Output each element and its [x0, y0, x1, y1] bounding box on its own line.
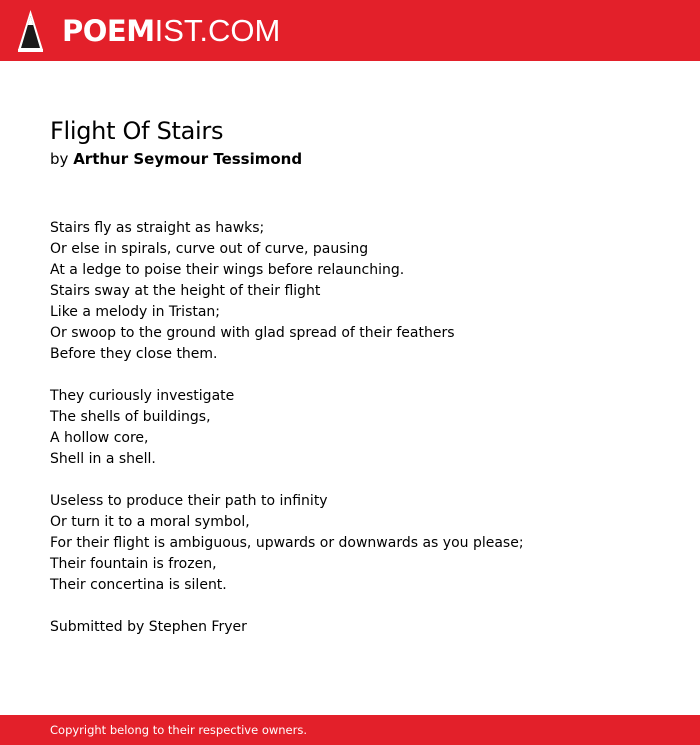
poem-line: Useless to produce their path to infinity: [50, 493, 328, 509]
poem-line: Shell in a shell.: [50, 451, 156, 467]
poem-line: Or swoop to the ground with glad spread of their feathers: [50, 325, 455, 341]
by-label: by: [50, 150, 69, 168]
logo-text-light: IST.COM: [154, 13, 281, 48]
logo-text-bold: POEM: [62, 14, 155, 48]
site-footer: [0, 715, 700, 745]
poem-byline: [50, 147, 670, 171]
poem-line: A hollow core,: [50, 430, 149, 446]
poem-line: For their flight is ambiguous, upwards or downwards as you please;: [50, 535, 524, 551]
stanza-1: [50, 218, 670, 365]
poem-line: Their fountain is frozen,: [50, 556, 217, 572]
stanza-2: [50, 386, 670, 470]
poem-line: Before they close them.: [50, 346, 218, 362]
poem-line: Or turn it to a moral symbol,: [50, 514, 250, 530]
poem-line: The shells of buildings,: [50, 409, 211, 425]
copyright-notice: Copyright belong to their respective owners.: [50, 723, 308, 737]
poem-line: Their concertina is silent.: [50, 577, 227, 593]
poem-line: They curiously investigate: [50, 388, 235, 404]
pen-nib-icon[interactable]: [18, 10, 43, 52]
stanza-3: [50, 491, 670, 596]
submitted-by: Submitted by Stephen Fryer: [50, 619, 247, 635]
author-name[interactable]: Arthur Seymour Tessimond: [73, 150, 303, 168]
poem-title: Flight Of Stairs: [50, 117, 224, 145]
poem-line: Stairs fly as straight as hawks;: [50, 220, 265, 236]
poem-body: [50, 218, 670, 638]
poem-line: Stairs sway at the height of their flight: [50, 283, 321, 299]
poem-content: [50, 115, 670, 638]
poem-line: Or else in spirals, curve out of curve, pausing: [50, 241, 369, 257]
poem-line: At a ledge to poise their wings before relaunching.: [50, 262, 405, 278]
site-header: [0, 0, 700, 61]
site-logo[interactable]: [62, 12, 280, 50]
poem-line: Like a melody in Tristan;: [50, 304, 221, 320]
